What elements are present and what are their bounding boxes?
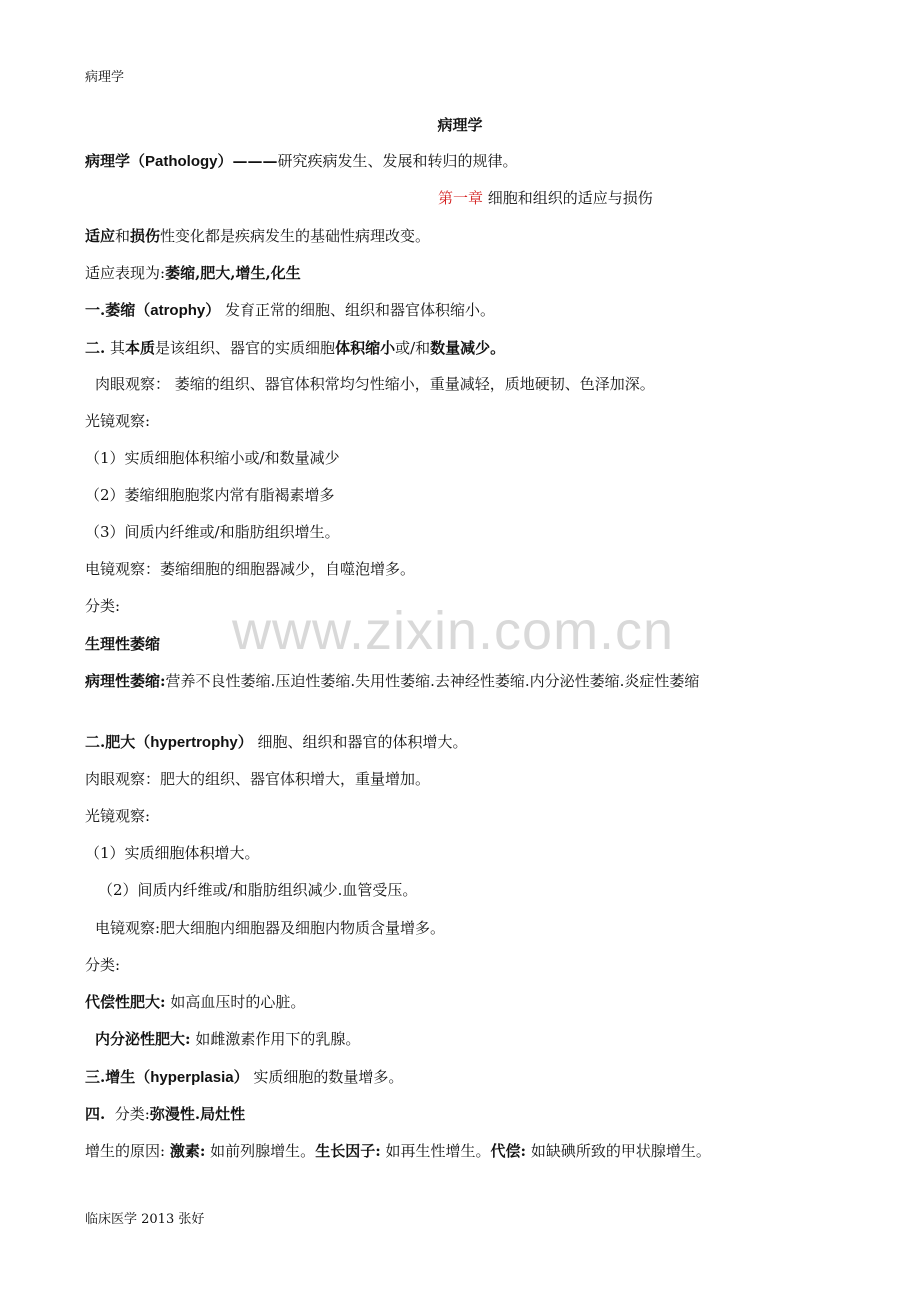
chapter-title: 细胞和组织的适应与损伤 [487,189,653,207]
endo-label: 内分泌性肥大: [95,1030,191,1048]
essence-f: 数量减少 [430,339,491,357]
def-latin: （Pathology） [130,153,233,170]
hyperplasia-heading [85,1066,880,1089]
atrophy-lm-3: （3）间质内纤维或/和脂肪组织增生。 [85,523,340,541]
hyperplasia-def: 实质细胞的数量增多。 [253,1068,404,1086]
intro-rest: 性变化都是疾病发生的基础性病理改变。 [160,227,431,245]
cause-label: 增生的原因: [85,1142,166,1160]
endo-desc: 如雌激素作用下的乳腺。 [195,1030,361,1048]
intro-line [85,225,880,247]
essence-g: 。 [490,339,506,357]
essence-d: 体积缩小 [335,339,396,357]
hyper-def: 细胞、组织和器官的体积增大。 [257,733,468,751]
hypertrophy-heading [85,731,880,754]
essence-b: 本质 [125,339,156,357]
path-list: 营养不良性萎缩.压迫性萎缩.失用性萎缩.去神经性萎缩.内分泌性萎缩.炎症性萎缩 [165,672,700,690]
hyperplasia-cls-label: 分类: [114,1105,150,1123]
cause-1: 激素: [169,1142,206,1160]
page-footer: 临床医学 2013 张好 [85,1212,205,1227]
adapt-line [85,262,880,284]
cause-2-desc: 如再生性增生。 [385,1142,491,1160]
path-label: 病理性萎缩: [85,672,166,690]
hyper-em: 电镜观察:肥大细胞内细胞器及细胞内物质含量增多。 [95,919,446,937]
essence-a: 其 [110,339,126,357]
hyper-endo [95,1028,880,1050]
atrophy-latin: （atrophy） [135,302,221,319]
def-term: 病理学 [85,152,131,170]
atrophy-lm-1: （1）实质细胞体积缩小或/和数量减少 [85,449,340,467]
chapter-number: 第一章 [438,189,484,207]
atrophy-essence [85,337,880,359]
hyper-lm-1: （1）实质细胞体积增大。 [85,844,260,862]
atrophy-phys: 生理性萎缩 [85,635,161,653]
intro-term-injury: 损伤 [130,227,161,245]
hyper-gross: 肉眼观察：肥大的组织、器官体积增大，重量增加。 [85,770,431,788]
def-dash: ——— [232,152,278,170]
hyper-lm-label: 光镜观察: [85,807,151,825]
hyper-latin: （hypertrophy） [135,734,253,751]
atrophy-heading [85,299,880,322]
essence-c: 是该组织、器官的实质细胞 [155,339,336,357]
hyper-class-label: 分类: [85,956,121,974]
atrophy-path [85,670,870,692]
hyper-head: 二.肥大 [85,733,136,751]
atrophy-head: 一.萎缩 [85,301,136,319]
hyperplasia-cls-num: 四. [85,1105,106,1123]
essence-e: 或/和 [395,339,431,357]
adapt-items: 萎缩,肥大,增生,化生 [165,264,301,282]
page-title: 病理学 [437,116,483,134]
def-desc: 研究疾病发生、发展和转归的规律。 [277,152,518,170]
hyperplasia-cls-items: 弥漫性.局灶性 [149,1105,246,1123]
hyper-comp [85,991,880,1013]
cause-3-desc: 如缺碘所致的甲状腺增生。 [530,1142,711,1160]
page-header: 病理学 [85,70,125,85]
cause-1-desc: 如前列腺增生。 [210,1142,316,1160]
atrophy-em: 电镜观察：萎缩细胞的细胞器减少，自噬泡增多。 [85,560,416,578]
definition-line [85,150,880,173]
atrophy-def: 发育正常的细胞、组织和器官体积缩小。 [225,301,496,319]
hyperplasia-latin: （hyperplasia） [135,1069,249,1086]
adapt-label: 适应表现为: [85,264,166,282]
hyper-lm-2: （2）间质内纤维或/和脂肪组织减少.血管受压。 [98,881,418,899]
atrophy-gross: 肉眼观察： 萎缩的组织、器官体积常均匀性缩小，重量减轻，质地硬韧、色泽加深。 [95,375,655,393]
essence-num: 二. [85,339,106,357]
chapter-heading [438,187,880,209]
watermark: www.zixin.com.cn [232,601,675,661]
comp-desc: 如高血压时的心脏。 [170,993,306,1011]
intro-term-adapt: 适应 [85,227,116,245]
comp-label: 代偿性肥大: [85,993,166,1011]
cause-3: 代偿: [490,1142,527,1160]
hyperplasia-class [85,1103,880,1125]
atrophy-lm-label: 光镜观察: [85,412,151,430]
atrophy-class-label: 分类: [85,597,121,615]
hyperplasia-causes [85,1140,880,1162]
intro-and: 和 [115,227,131,245]
cause-2: 生长因子: [315,1142,381,1160]
hyperplasia-head: 三.增生 [85,1068,136,1086]
atrophy-lm-2: （2）萎缩细胞胞浆内常有脂褐素增多 [85,486,335,504]
